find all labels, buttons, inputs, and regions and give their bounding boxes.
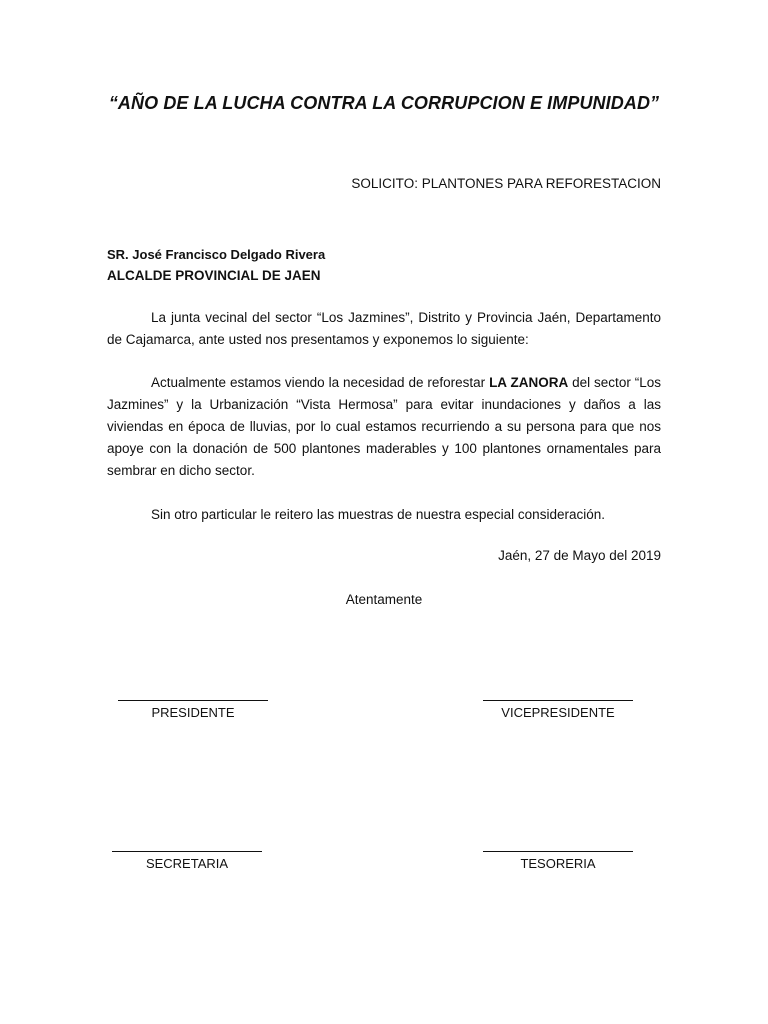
signature-vice-president xyxy=(483,700,633,720)
signature-line xyxy=(118,700,268,701)
request-text-after: del sector “Los Jazmines” y la Urbanización “Vista Hermosa” para evitar inundaciones y daños a las viviendas en época de lluvias, por lo cual estamos recurriendo a su persona para que nos apoye con la donación de 500 plantones maderables y 100 plantones ornamentales para sembrar en dicho sector. xyxy=(107,375,661,478)
signature-label: SECRETARIA xyxy=(145,856,229,871)
signature-label: PRESIDENTE xyxy=(151,705,235,720)
signature-label: TESORERIA xyxy=(520,856,596,871)
addressee-block xyxy=(107,244,325,286)
signature-treasurer xyxy=(483,851,633,871)
letter-date: Jaén, 27 de Mayo del 2019 xyxy=(498,548,661,563)
request-emphasis: LA ZANORA xyxy=(489,375,569,390)
signature-line xyxy=(483,851,633,852)
closing-salutation: Atentamente xyxy=(345,592,423,607)
signature-label: VICEPRESIDENTE xyxy=(501,705,615,720)
addressee-name: SR. José Francisco Delgado Rivera xyxy=(107,247,326,262)
year-motto: “AÑO DE LA LUCHA CONTRA LA CORRUPCION E IMPUNIDAD” xyxy=(108,93,660,113)
intro-paragraph: La junta vecinal del sector “Los Jazmines”, Distrito y Provincia Jaén, Departamento de Cajamarca, ante usted nos presentamos y exponemos lo siguiente: xyxy=(107,310,661,347)
signature-line xyxy=(112,851,262,852)
signature-line xyxy=(483,700,633,701)
request-paragraph xyxy=(107,372,661,482)
addressee-title: ALCALDE PROVINCIAL DE JAEN xyxy=(107,268,321,283)
subject-line: SOLICITO: PLANTONES PARA REFORESTACION xyxy=(351,176,661,191)
signature-secretary xyxy=(112,851,262,871)
closing-paragraph: Sin otro particular le reitero las muestras de nuestra especial consideración. xyxy=(151,507,605,522)
request-text-before: Actualmente estamos viendo la necesidad de reforestar xyxy=(151,375,490,390)
signature-president xyxy=(118,700,268,720)
